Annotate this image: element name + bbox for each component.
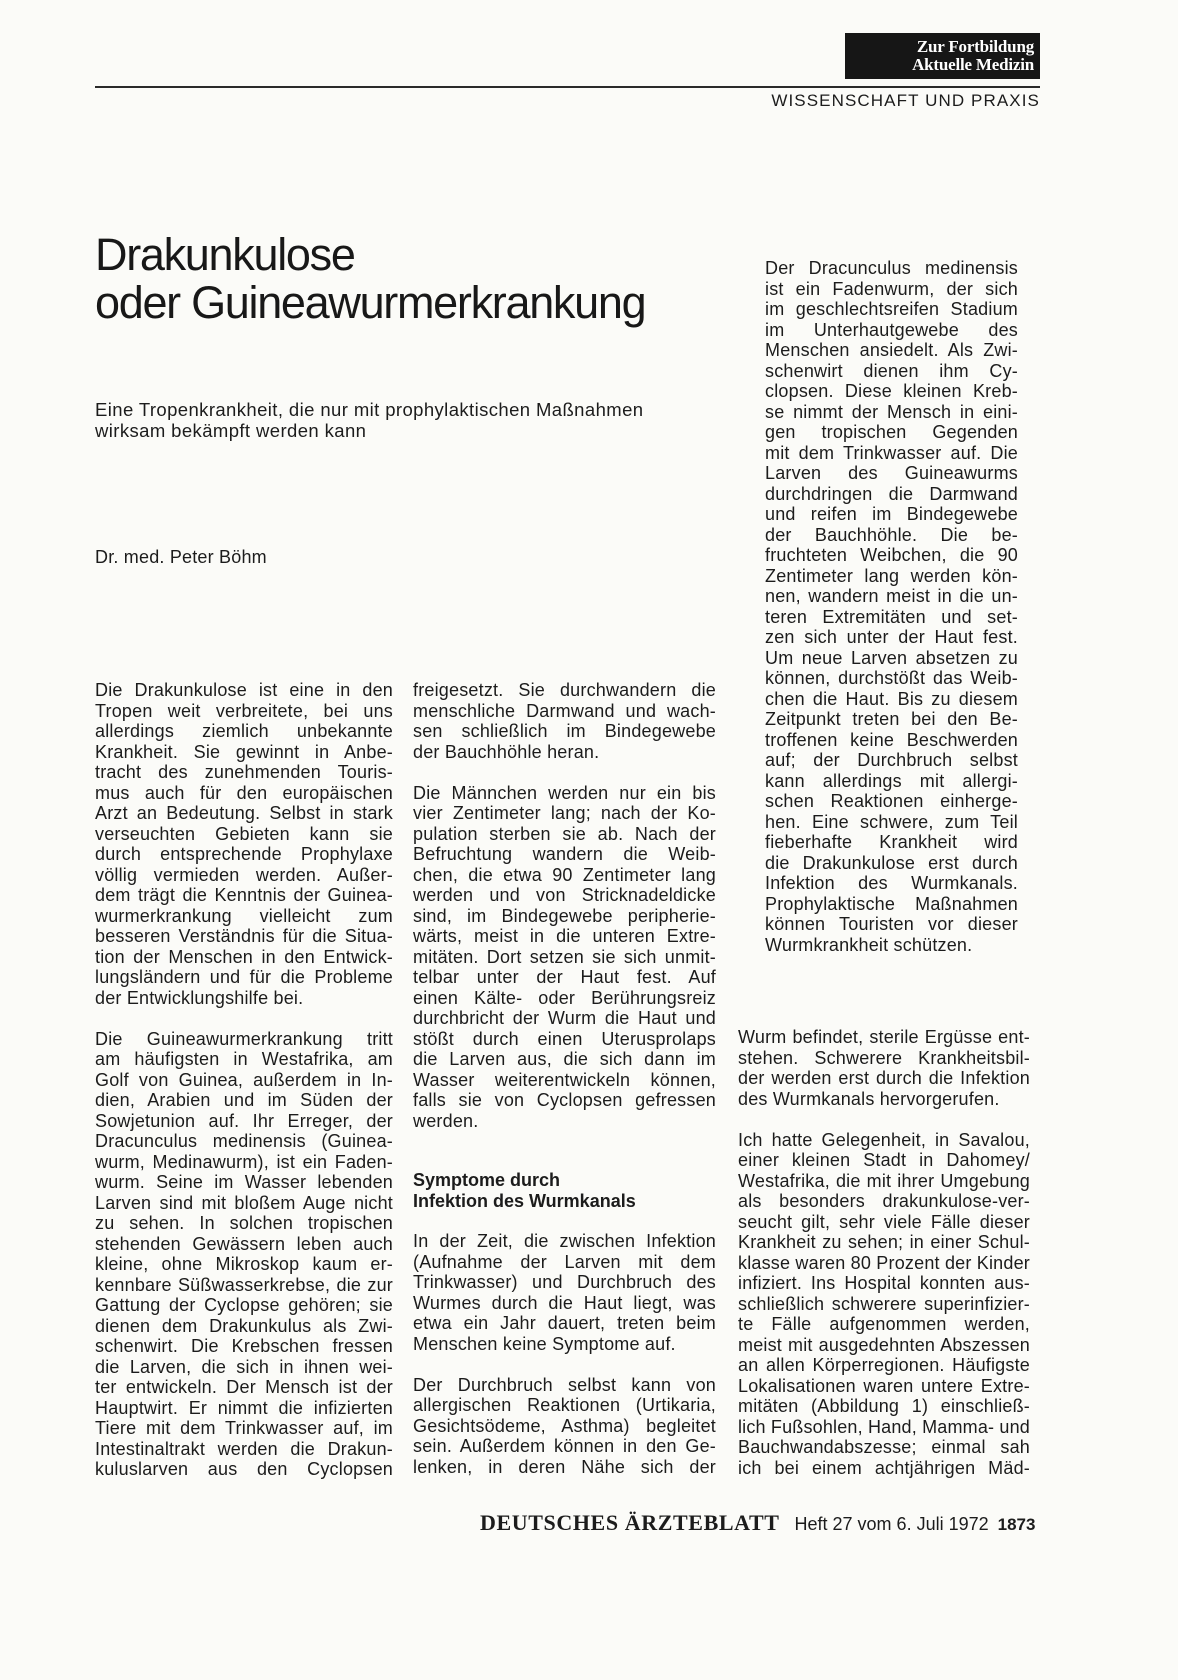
text-line: der Bauchhöhle. Die be- [765, 524, 1018, 545]
text-line: Hauptwirt. Er nimmt die infizierten [95, 1397, 393, 1418]
article-title [95, 231, 645, 327]
text-line: lich Fußsohlen, Hand, Mamma- und [738, 1416, 1030, 1437]
text-line: Wasser weiterentwickeln können, [413, 1069, 716, 1090]
text-line: Befruchtung wandern die Weib- [413, 844, 716, 864]
text-line: Bauchwandabszesse; einmal sah [738, 1437, 1030, 1457]
text-line: können, durchstößt das Weib- [765, 668, 1018, 688]
text-line: stehenden Gewässern leben auch [95, 1233, 393, 1254]
paragraph [413, 1375, 716, 1478]
text-line: schenwirt dienen ihm Cy- [765, 360, 1018, 381]
text-line: wurm. Seine im Wasser lebenden [95, 1172, 393, 1192]
text-line: pulation sterben sie ab. Nach der [413, 823, 716, 844]
text-line: durchbricht der Wurm die Haut und [413, 1008, 716, 1028]
issue-info: Heft 27 vom 6. Juli 1972 [794, 1514, 989, 1534]
text-line: kennbare Süßwasserkrebse, die zur [95, 1274, 393, 1295]
text-line: Menschen keine Symptome auf. [413, 1333, 676, 1354]
text-line: clopsen. Diese kleinen Kreb- [765, 381, 1018, 401]
text-line: sein. Außerdem können in den Ge- [413, 1436, 716, 1456]
text-line: werden und von Stricknadeldicke [413, 885, 716, 905]
text-line: gen tropischen Gegenden [765, 422, 1018, 442]
rubric-badge-line: Aktuelle Medizin [912, 55, 1034, 74]
text-line: ich bei einem achtjährigen Mäd- [738, 1457, 1030, 1478]
text-line: Die Männchen werden nur ein bis [413, 782, 716, 803]
text-line: te Fälle aufgenommen werden, [738, 1314, 1030, 1334]
text-line: ist ein Fadenwurm, der sich [765, 278, 1018, 299]
column-1 [95, 680, 393, 1480]
column-2 [413, 680, 716, 1477]
text-line: Sowjetunion auf. Ihr Erreger, der [95, 1110, 393, 1131]
text-line: und reifen im Bindegewebe [765, 504, 1018, 524]
text-line: zen sich unter der Haut fest. [765, 627, 1018, 647]
text-line: meist mit ausgedehnten Abszessen [738, 1334, 1030, 1355]
text-line: im geschlechtsreifen Stadium [765, 299, 1018, 319]
text-line: Infektion des Wurmkanals. [765, 873, 1018, 893]
page-footer [480, 1510, 1035, 1538]
text-line: Larven des Guineawurms [765, 463, 1018, 483]
text-line: vier Zentimeter lang; nach der Ko- [413, 803, 716, 823]
article-subtitle [95, 399, 643, 441]
text-line: schen Reaktionen einherge- [765, 791, 1018, 811]
text-line: werden. [413, 1110, 479, 1131]
text-line: dem trägt die Kenntnis der Guinea- [95, 885, 393, 905]
text-line: allerdings ziemlich unbekannte [95, 721, 393, 741]
text-line: an allen Körperregionen. Häufigste [738, 1355, 1030, 1375]
paragraph [95, 1029, 393, 1480]
text-line: verseuchten Gebieten kann sie [95, 823, 393, 844]
text-line: seucht gilt, sehr viele Fälle dieser [738, 1211, 1030, 1232]
paragraph [738, 1027, 1030, 1109]
text-line: troffenen keine Beschwerden [765, 729, 1018, 750]
text-line: mitäten (Abbildung 1) einschließ- [738, 1396, 1030, 1416]
text-line: durch entsprechende Prophylaxe [95, 844, 393, 864]
paragraph [413, 680, 716, 762]
text-line: chen, die etwa 90 Zentimeter lang [413, 864, 716, 885]
article-subtitle-line: Eine Tropenkrankheit, die nur mit prophylaktischen Maßnahmen [95, 399, 644, 420]
journal-name: DEUTSCHES ÄRZTEBLATT [480, 1510, 780, 1535]
text-line: ter entwickeln. Der Mensch ist der [95, 1377, 393, 1397]
text-line: klasse waren 80 Prozent der Kinder [738, 1252, 1030, 1273]
text-line: die Drakunkulose erst durch [765, 852, 1018, 873]
section-label: WISSENSCHAFT UND PRAXIS [771, 91, 1040, 110]
paragraph [95, 680, 393, 1008]
text-line: der Entwicklungshilfe bei. [95, 987, 304, 1008]
text-line: mit dem Trinkwasser auf. Die [765, 442, 1018, 463]
text-line: Arzt an Bedeutung. Selbst in stark [95, 803, 393, 823]
text-line: teren Extremitäten und set- [765, 606, 1018, 627]
text-line: besseren Verständnis für die Situa- [95, 926, 393, 946]
text-line: (Aufnahme der Larven mit dem [413, 1251, 716, 1272]
paragraph [738, 1130, 1030, 1479]
text-line: Ich hatte Gelegenheit, in Savalou, [738, 1129, 1030, 1150]
article-author: Dr. med. Peter Böhm [95, 547, 267, 567]
text-line: Trinkwasser) und Durchbruch des [413, 1272, 716, 1292]
text-line: Tropen weit verbreitete, bei uns [95, 700, 393, 721]
text-line: schließlich schwerere superinfizier- [738, 1293, 1030, 1314]
text-line: Zeitpunkt treten bei den Be- [765, 709, 1018, 729]
text-line: telbar unter der Haut fest. Auf [413, 967, 716, 987]
text-line: schenwirt. Die Krebschen fressen [95, 1336, 393, 1356]
text-line: kleine, ohne Mikroskop kaum er- [95, 1254, 393, 1274]
text-line: Krankheit zu sehen; in einer Schul- [738, 1232, 1030, 1252]
rubric-badge-line: Zur Fortbildung [916, 37, 1034, 56]
text-line: falls sie von Cyclopsen gefressen [413, 1090, 716, 1110]
summary-column [765, 258, 1018, 955]
article-subtitle-line: wirksam bekämpft werden kann [95, 420, 367, 441]
text-line: einer kleinen Stadt in Dahomey/ [738, 1150, 1030, 1170]
text-line: Die Guineawurmerkrankung tritt [95, 1028, 393, 1049]
text-line: die Larven, die sich in ihnen wei- [95, 1356, 393, 1377]
text-line: allergischen Reaktionen (Urtikaria, [413, 1395, 716, 1415]
paragraph [413, 783, 716, 1132]
text-line: freigesetzt. Sie durchwandern die [413, 680, 716, 700]
text-line: wurmerkrankung vielleicht zum [95, 905, 393, 926]
text-line: sen schließlich im Bindegewebe [413, 721, 716, 741]
text-line: der Bauchhöhle heran. [413, 741, 600, 762]
text-line: Larven sind mit bloßem Auge nicht [95, 1192, 393, 1213]
text-line: Dracunculus medinensis (Guinea- [95, 1131, 393, 1151]
text-line: Tiere mit dem Trinkwasser auf, im [95, 1418, 393, 1438]
text-line: Die Drakunkulose ist eine in den [95, 680, 393, 700]
article-title-line: Drakunkulose [95, 229, 355, 280]
article-title-line: oder Guineawurmerkrankung [95, 277, 646, 328]
text-line: Prophylaktische Maßnahmen [765, 893, 1018, 914]
text-line: Gattung der Cyclopse gehören; sie [95, 1295, 393, 1315]
text-line: tion der Menschen in den Entwick- [95, 946, 393, 967]
text-line: als besonders drakunkulose-ver- [738, 1191, 1030, 1211]
text-line: menschliche Darmwand und wach- [413, 700, 716, 721]
text-line: Wurmes durch die Haut liegt, was [413, 1292, 716, 1313]
text-line: kuluslarven aus den Cyclopsen [95, 1459, 393, 1479]
text-line: Zentimeter lang werden kön- [765, 565, 1018, 586]
text-line: im Unterhautgewebe des [765, 319, 1018, 340]
text-line: hen. Eine schwere, zum Teil [765, 811, 1018, 832]
text-line: stößt durch einen Uterusprolaps [413, 1028, 716, 1049]
text-line: se nimmt der Mensch in eini- [765, 401, 1018, 422]
text-line: mus auch für den europäischen [95, 782, 393, 803]
text-line: einen Kälte- oder Berührungsreiz [413, 987, 716, 1008]
text-line: Menschen ansiedelt. Als Zwi- [765, 340, 1018, 360]
text-line: infiziert. Ins Hospital konnten aus- [738, 1273, 1030, 1293]
text-line: Krankheit. Sie gewinnt in Anbe- [95, 741, 393, 762]
text-line: durchdringen die Darmwand [765, 483, 1018, 504]
text-line: In der Zeit, die zwischen Infektion [413, 1231, 716, 1251]
heading-line: Symptome durch [413, 1170, 561, 1190]
text-line: völlig vermieden werden. Außer- [95, 864, 393, 885]
text-line: Der Durchbruch selbst kann von [413, 1374, 716, 1395]
text-line: fieberhafte Krankheit wird [765, 832, 1018, 852]
text-line: etwa ein Jahr dauert, treten beim [413, 1313, 716, 1333]
text-line: am häufigsten in Westafrika, am [95, 1049, 393, 1069]
paragraph [765, 258, 1018, 955]
page-number: 1873 [997, 1515, 1036, 1534]
text-line: Westafrika, die mit ihrer Umgebung [738, 1170, 1030, 1191]
text-line: des Wurmkanals hervorgerufen. [738, 1088, 1000, 1109]
text-line: Wurm befindet, sterile Ergüsse ent- [738, 1027, 1030, 1047]
text-line: die Larven aus, die sich dann im [413, 1049, 716, 1069]
text-line: Der Dracunculus medinensis [765, 258, 1018, 278]
text-line: Um neue Larven absetzen zu [765, 647, 1018, 668]
text-line: auf; der Durchbruch selbst [765, 750, 1018, 770]
text-line: Wurmkrankheit schützen. [765, 934, 973, 955]
section-heading [413, 1170, 716, 1211]
text-line: nen, wandern meist in die un- [765, 586, 1018, 606]
text-line: dien, Arabien und im Süden der [95, 1090, 393, 1110]
text-line: fruchteten Weibchen, die 90 [765, 545, 1018, 565]
text-line: Intestinaltrakt werden die Drakun- [95, 1438, 393, 1459]
text-line: lenken, in deren Nähe sich der [413, 1456, 716, 1477]
text-line: Lokalisationen waren untere Extre- [738, 1375, 1030, 1396]
heading-line: Infektion des Wurmkanals [413, 1190, 636, 1211]
text-line: chen die Haut. Bis zu diesem [765, 688, 1018, 709]
text-line: wurm, Medinawurm), ist ein Faden- [95, 1151, 393, 1172]
header-rule [95, 86, 1040, 88]
text-line: kann allerdings mit allergi- [765, 770, 1018, 791]
text-line: Golf von Guinea, außerdem in In- [95, 1069, 393, 1090]
column-3 [738, 1027, 1030, 1478]
text-line: Gesichtsödeme, Asthma) begleitet [413, 1415, 716, 1436]
text-line: können Touristen vor dieser [765, 914, 1018, 934]
text-line: stehen. Schwerere Krankheitsbil- [738, 1047, 1030, 1068]
text-line: der werden erst durch die Infektion [738, 1068, 1030, 1088]
text-line: mitäten. Dort setzen sie sich unmit- [413, 946, 716, 967]
rubric-badge [845, 33, 1040, 79]
text-line: tracht des zunehmenden Touris- [95, 762, 393, 782]
paragraph [413, 1231, 716, 1354]
text-line: zu sehen. In solchen tropischen [95, 1213, 393, 1233]
text-line: sind, im Bindegewebe peripherie- [413, 905, 716, 926]
text-line: dienen dem Drakunkulus als Zwi- [95, 1315, 393, 1336]
text-line: lungsländern und für die Probleme [95, 967, 393, 987]
text-line: wärts, meist in die unteren Extre- [413, 926, 716, 946]
